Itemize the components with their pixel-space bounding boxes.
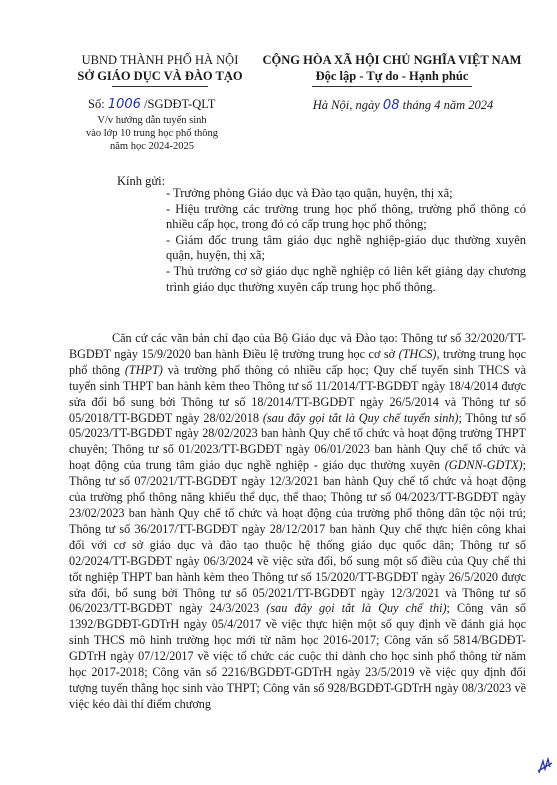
body-span: ; Thông tư số 05/2023/TT-BGDĐT ngày 28/02/2023 ban hành Quy chế tổ chức và hoạt động trường THPT chuyên; Thông tư số 01/2023/TT-BGDĐT ngày 06/01/2023 ban hành Quy chế tổ chức và hoạt động của trung tâm giáo dục nghề nghiệp - giáo dục thường xuyên <box>69 410 526 473</box>
body-text <box>69 331 526 713</box>
date-suffix: tháng 4 năm 2024 <box>399 98 494 112</box>
body-span: ; Thông tư số 07/2021/TT-BGDĐT ngày 12/3/2021 ban hành Quy chế tổ chức và hoạt động của trường phổ thông năng khiếu thể dục, thể thao; Thông tư số 04/2023/TT-BGDĐT ngày 23/02/2023 ban hành Quy chế tổ chức và hoạt động của trường phổ thông dân tộc nội trú; Thông tư số 36/2017/TT-BGDĐT ngày 28/12/2017 ban hành Quy chế thực hiện công khai đối với cơ sở giáo dục và đào tạo thuộc hệ thống giáo dục quốc dân; Thông tư số 02/2024/TT-BGDĐT ngày 06/3/2024 về việc sửa đổi, bổ sung một số điều của Quy chế thi tốt nghiệp THPT ban hành kèm theo Thông tư số 15/2020/TT-BGDĐT ngày 26/5/2020 được sửa đổi, bổ sung bởi Thông tư số 05/2021/TT-BGDĐT ngày 12/3/2021 và Thông tư số 06/2023/TT-BGDĐT ngày 24/3/2023 <box>69 458 526 616</box>
recipient-item: - Thủ trưởng cơ sở giáo dục nghề nghiệp có liên kết giảng dạy chương trình giáo dục thường xuyên cấp trung học phổ thông. <box>166 263 526 294</box>
doc-number-handwritten: 1006 <box>107 97 141 112</box>
org-line-2: SỞ GIÁO DỤC VÀ ĐÀO TẠO <box>77 69 243 83</box>
body-span: ; Công văn số 1392/BGDĐT-GDTrH ngày 05/4/2017 về việc thực hiện một số quy định về đánh giá học sinh THCS mô hình trường học mới từ năm học 2016-2017; Công văn số 5814/BGDĐT-GDTrH ngày 07/12/2017 về việc tổ chức các cuộc thi dành cho học sinh phổ thông từ năm học 2017-2018; Công văn số 2216/BGDĐT-GDTrH ngày 23/5/2019 về việc quy định đối tượng tuyển thẳng học sinh vào THPT; Công văn số 928/BGDĐT-GDTrH ngày 08/3/2023 về việc kéo dài thí điểm chương <box>69 601 526 711</box>
document-number <box>88 97 215 112</box>
body-italic: (sau đây gọi tắt là Quy chế thi) <box>266 601 447 616</box>
greeting: Kính gửi: <box>117 174 166 188</box>
body-italic: (sau đây gọi tắt là Quy chế tuyển sinh) <box>262 410 459 425</box>
national-motto <box>258 52 526 87</box>
body-italic: (THPT) <box>124 362 163 377</box>
subject-line-3: năm học 2024-2025 <box>110 141 194 152</box>
doc-number-suffix: /SGDĐT-QLT <box>140 97 216 111</box>
document-date <box>280 98 526 113</box>
body-italic: (GDNN-GDTX) <box>444 458 523 473</box>
document-subject <box>70 114 234 153</box>
nation-line-2: Độc lập - Tự do - Hạnh phúc <box>315 69 469 83</box>
motto-underline <box>312 86 472 87</box>
nation-line-1: CỘNG HÒA XÃ HỘI CHỦ NGHĨA VIỆT NAM <box>262 53 522 67</box>
body-span: và trường phổ thông có nhiều cấp học; Quy chế tuyển sinh THCS và tuyển sinh THPT ban hành kèm theo Thông tư số 11/2014/TT-BGDĐT ngày 18/4/2014 được sửa đổi bổ sung bởi Thông tư số 18/2014/TT-BGDĐT ngày 26/5/2014 và Thông tư số 05/2018/TT-BGDĐT ngày 28/02/2018 <box>69 362 527 425</box>
recipient-item: - Trưởng phòng Giáo dục và Đào tạo quận, huyện, thị xã; <box>166 186 453 200</box>
subject-line-1: V/v hướng dẫn tuyển sinh <box>97 115 207 126</box>
recipient-item: - Giám đốc trung tâm giáo dục nghề nghiệp-giáo dục thường xuyên quận, huyện, thị xã; <box>166 232 526 263</box>
doc-number-prefix: Số: <box>88 97 108 111</box>
date-prefix: Hà Nội, ngày <box>312 98 383 112</box>
body-span: Căn cứ các văn bản chỉ đạo của Bộ Giáo dục và Đào tạo: Thông tư số 32/2020/TT-BGDĐT ngày 15/9/2020 ban hành Điều lệ trường trung học cơ sở <box>69 331 526 361</box>
org-underline <box>112 86 208 87</box>
recipient-list <box>166 186 526 295</box>
signature-initial-mark <box>537 755 553 780</box>
recipient-item: - Hiệu trưởng các trường trung học phổ thông, trường phổ thông có nhiều cấp học, trong đó có cấp trung học phổ thông; <box>166 201 526 232</box>
body-paragraph <box>69 331 526 713</box>
org-line-1: UBND THÀNH PHỐ HÀ NỘI <box>81 53 239 67</box>
issuing-authority <box>70 52 250 87</box>
date-day-handwritten: 08 <box>382 98 400 113</box>
subject-line-2: vào lớp 10 trung học phổ thông <box>85 128 219 139</box>
body-italic: (THCS) <box>398 346 437 361</box>
body-span: , trường trung học phổ thông <box>69 346 526 377</box>
